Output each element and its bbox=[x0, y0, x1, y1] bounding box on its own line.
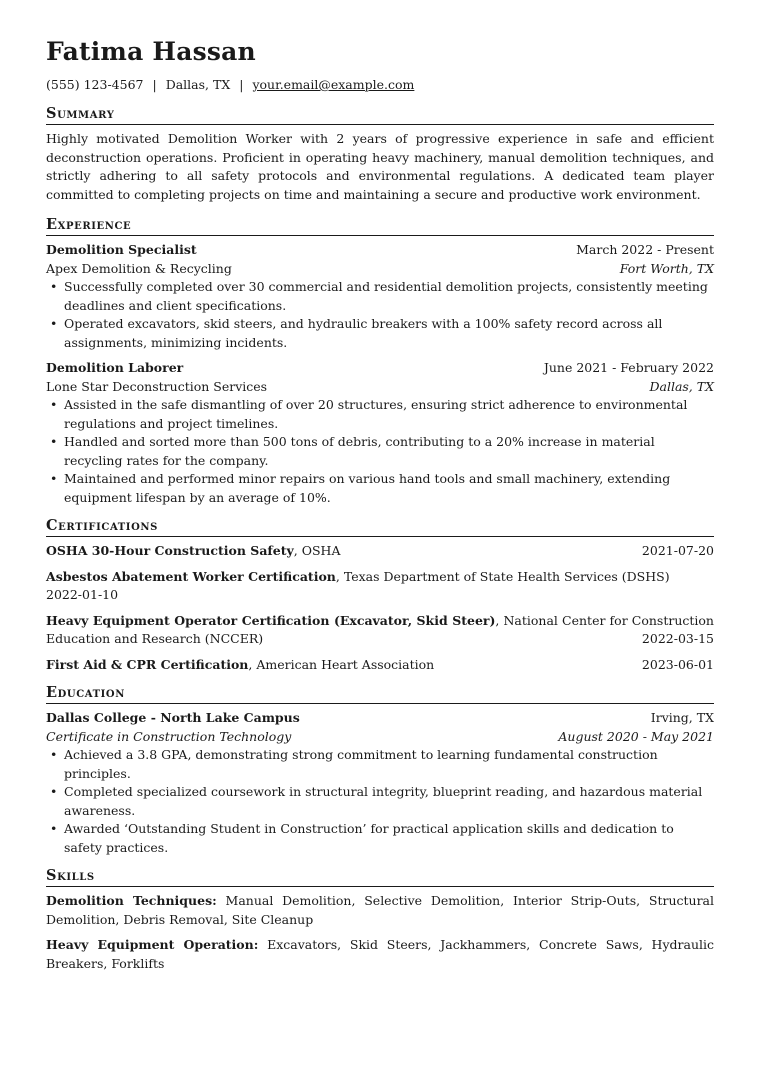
school-name: Dallas College - North Lake Campus bbox=[46, 710, 300, 725]
job-bullets bbox=[46, 278, 714, 352]
certification-name: OSHA 30-Hour Construction Safety bbox=[46, 543, 294, 558]
certifications-section bbox=[46, 517, 714, 674]
section-heading: Education bbox=[46, 684, 714, 704]
job-title-row bbox=[46, 241, 714, 260]
job-dates: June 2021 - February 2022 bbox=[543, 360, 714, 375]
certification-date: 2022-03-15 bbox=[641, 631, 714, 646]
job-company: Lone Star Deconstruction Services bbox=[46, 378, 268, 394]
certification-item bbox=[46, 542, 714, 561]
job-entry bbox=[46, 241, 714, 352]
list-item: • Assisted in the safe dismantling of over 20 structures, ensuring strict adherence to environmental regulations and project timelines. bbox=[46, 396, 714, 433]
job-title: Demolition Specialist bbox=[46, 242, 197, 257]
job-location: Fort Worth, TX bbox=[619, 260, 714, 276]
certification-date: 2021-07-20 bbox=[641, 543, 714, 558]
school-location: Irving, TX bbox=[650, 710, 714, 725]
certification-date: 2022-01-10 bbox=[46, 587, 119, 602]
certification-issuer: , Texas Department of State Health Services (DSHS) bbox=[335, 568, 670, 584]
section-heading: Summary bbox=[46, 105, 714, 125]
certification-name: First Aid & CPR Certification bbox=[46, 656, 249, 672]
education-section bbox=[46, 684, 714, 857]
section-heading: Skills bbox=[46, 867, 714, 887]
degree-row bbox=[46, 728, 714, 747]
education-dates: August 2020 - May 2021 bbox=[558, 728, 714, 744]
list-item: • Awarded ‘Outstanding Student in Construction’ for practical application skills and dedication to safety practices. bbox=[46, 820, 714, 857]
certification-issuer: , National Center for Construction Education and Research (NCCER) bbox=[46, 612, 714, 646]
skill-value: Excavators, Skid Steers, Jackhammers, Concrete Saws, Hydraulic Breakers, Forklifts bbox=[46, 937, 714, 971]
skill-label: Heavy Equipment Operation: bbox=[46, 937, 259, 952]
job-entry bbox=[46, 359, 714, 507]
education-bullets bbox=[46, 746, 714, 857]
contact-line bbox=[46, 77, 714, 93]
job-dates: March 2022 - Present bbox=[576, 242, 714, 257]
certification-issuer: , American Heart Association bbox=[248, 656, 435, 672]
experience-section bbox=[46, 216, 714, 507]
list-item: • Operated excavators, skid steers, and hydraulic breakers with a 100% safety record across all assignments, minimizing incidents. bbox=[46, 315, 714, 352]
list-item: • Completed specialized coursework in structural integrity, blueprint reading, and hazardous material awareness. bbox=[46, 783, 714, 820]
school-row bbox=[46, 709, 714, 728]
certification-item bbox=[46, 568, 714, 605]
summary-section bbox=[46, 105, 714, 204]
skill-label: Demolition Techniques: bbox=[46, 893, 217, 908]
certification-name: Heavy Equipment Operator Certification (Excavator, Skid Steer) bbox=[46, 612, 496, 628]
job-title: Demolition Laborer bbox=[46, 360, 184, 375]
job-company-row bbox=[46, 260, 714, 279]
certification-item bbox=[46, 612, 714, 649]
certification-issuer: , OSHA bbox=[293, 543, 341, 558]
list-item: • Achieved a 3.8 GPA, demonstrating strong commitment to learning fundamental construction principles. bbox=[46, 746, 714, 783]
skills-section bbox=[46, 867, 714, 973]
contact-separator: | bbox=[152, 77, 157, 92]
section-heading: Experience bbox=[46, 216, 714, 236]
list-item: • Handled and sorted more than 500 tons of debris, contributing to a 20% increase in material recycling rates for the company. bbox=[46, 433, 714, 470]
candidate-name: Fatima Hassan bbox=[46, 37, 256, 66]
education-entry bbox=[46, 709, 714, 857]
skill-item bbox=[46, 892, 714, 929]
job-location: Dallas, TX bbox=[649, 378, 714, 394]
list-item: • Maintained and performed minor repairs on various hand tools and small machinery, extending equipment lifespan by an average of 10%. bbox=[46, 470, 714, 507]
job-bullets bbox=[46, 396, 714, 507]
section-heading: Certifications bbox=[46, 517, 714, 537]
job-title-row bbox=[46, 359, 714, 378]
job-company-row bbox=[46, 378, 714, 397]
location: Dallas, TX bbox=[165, 77, 231, 92]
degree: Certificate in Construction Technology bbox=[46, 728, 292, 744]
certification-name: Asbestos Abatement Worker Certification bbox=[46, 568, 336, 584]
job-company: Apex Demolition & Recycling bbox=[46, 260, 232, 276]
list-item: • Successfully completed over 30 commercial and residential demolition projects, consistently meeting deadlines and client specifications. bbox=[46, 278, 714, 315]
phone-number: (555) 123-4567 bbox=[46, 77, 144, 92]
certification-item bbox=[46, 656, 714, 675]
summary-text: Highly motivated Demolition Worker with 2 years of progressive experience in safe and efficient deconstruction operations. Proficient in operating heavy machinery, manual demolition techniques, and strictly adhering to all safety protocols and environmental regulations. A dedicated team player committed to completing projects on time and maintaining a secure and productive work environment. bbox=[46, 131, 714, 202]
certification-date: 2023-06-01 bbox=[641, 656, 714, 672]
email-link[interactable]: your.email@example.com bbox=[252, 77, 415, 92]
contact-separator: | bbox=[239, 77, 244, 92]
skill-value: Manual Demolition, Selective Demolition, Interior Strip-Outs, Structural Demolition, Debris Removal, Site Cleanup bbox=[46, 893, 714, 927]
skill-item bbox=[46, 936, 714, 973]
